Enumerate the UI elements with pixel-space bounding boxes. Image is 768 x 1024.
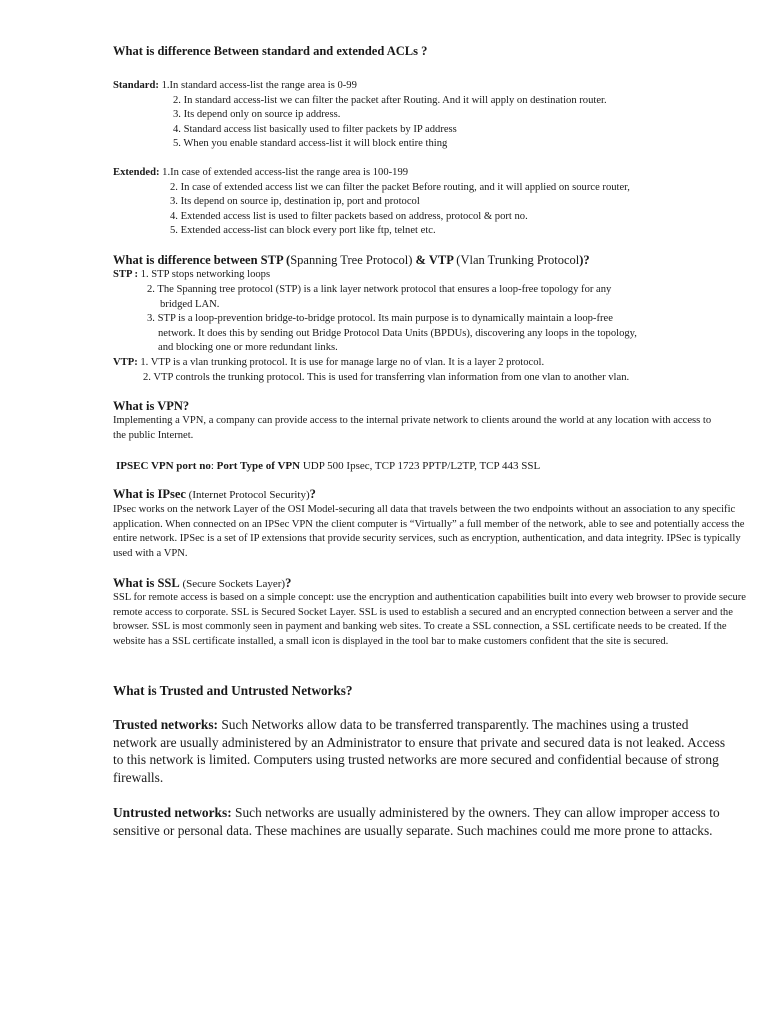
vtp-label: VTP: [113,357,138,368]
stp-item-2-cont: bridged LAN. [160,298,220,310]
extended-item-2: 2. In case of extended access list we can filter the packet Before routing, and it will applied on source router, [170,181,630,193]
stp-label: STP : [113,269,139,280]
trusted-paragraph [113,716,733,786]
trusted-body: Such Networks allow data to be transferred transparently. The machines using a trusted network are usually administered by an Administrator to ensure that private and secured data is not leaked. Access to this network is limited. Computers using trusted networks are more secured and confidential because of strong firewalls. [113,717,726,785]
vtp-item-1: 1. VTP is a vlan trunking protocol. It is use for manage large no of vlan. It is a layer 2 protocol. [140,357,545,368]
untrusted-body: Such networks are usually administered by the owners. They can allow improper access to sensitive or personal data. These machines are usually separate. Such machines could me more prone to attacks. [113,805,720,838]
ipsec-heading: What is IPsec (Internet Protocol Security)? [113,487,316,501]
stp-item-3-cont-2: and blocking one or more redundant links. [158,342,338,354]
extended-item-3: 3. Its depend on source ip, destination ip, port and protocol [170,196,420,208]
vpn-heading: What is VPN? [113,399,190,413]
stp-line-1 [113,268,270,283]
vtp-item-2: 2. VTP controls the trunking protocol. This is used for transferring vlan information from one vlan to another vlan. [143,372,630,383]
standard-item-3: 3. Its depend only on source ip address. [173,109,341,121]
untrusted-paragraph [113,804,741,839]
standard-item-5: 5. When you enable standard access-list it will block entire thing [173,138,448,150]
trusted-label: Trusted networks: [113,717,219,732]
extended-line-1 [113,166,408,181]
ssl-body: SSL for remote access is based on a simple concept: use the encryption and authentication capabilities built into every web browser to provide secure remote access to corporate. SSL is Secured Socket Layer. SSL is used to establish a secured and an encrypted connection between a server and the browser. SSL is most commonly seen in payment and banking web sites. To create a SSL connection, a SSL certificate needs to be created. If the website has a SSL certificate installed, a small icon is displayed in the tool bar to make customers confident that the site is secured. [113,592,746,647]
stp-item-1: 1. STP stops networking loops [140,269,271,280]
vtp-line-1 [113,356,544,371]
stp-item-2: 2. The Spanning tree protocol (STP) is a link layer network protocol that ensures a loop-free topology for any [147,284,612,295]
trusted-heading: What is Trusted and Untrusted Networks? [113,683,353,698]
standard-item-1: 1.In standard access-list the range area is 0-99 [161,80,357,91]
ipsec-body: IPsec works on the network Layer of the OSI Model-securing all data that travels between the two endpoints without an association to any specific application. When connected on an IPSec VPN the client computer is “Virtually” a full member of the network, able to see and potentially access the entire network. IPSec is a set of IP extensions that provide security services, such as encryption, authentication, and data integrity. IPSec is typically used with a VPN. [113,504,745,559]
stp-item-3: 3. STP is a loop-prevention bridge-to-bridge protocol. Its main purpose is to dynamically maintain a loop-free [147,313,613,325]
standard-label: Standard: [113,80,159,91]
vpn-body: Implementing a VPN, a company can provide access to the internal private network to clients around the world at any location with access to the public Internet. [113,415,712,441]
ssl-heading: What is SSL (Secure Sockets Layer)? [113,576,292,590]
standard-item-2: 2. In standard access-list we can filter the packet after Routing. And it will apply on destination router. [173,94,607,106]
standard-line-1 [113,79,357,94]
standard-item-4: 4. Standard access list basically used to filter packets by IP address [173,123,457,135]
acl-heading: What is difference Between standard and extended ACLs ? [113,44,428,58]
extended-item-4: 4. Extended access list is used to filter packets based on address, protocol & port no. [170,210,528,222]
stp-heading: What is difference between STP (Spanning Tree Protocol) & VTP (Vlan Trunking Protocol)? [113,253,590,267]
extended-item-5: 5. Extended access-list can block every port like ftp, telnet etc. [170,225,436,237]
extended-item-1: 1.In case of extended access-list the range area is 100-199 [162,167,409,178]
extended-label: Extended: [113,167,160,178]
stp-item-3-cont-1: network. It does this by sending out Bridge Protocol Data Units (BPDUs), discovering any loops in the topology, [158,327,637,339]
untrusted-label: Untrusted networks: [113,805,232,820]
vpn-port-line: IPSEC VPN port no: Port Type of VPN UDP 500 Ipsec, TCP 1723 PPTP/L2TP, TCP 443 SSL [116,460,541,472]
